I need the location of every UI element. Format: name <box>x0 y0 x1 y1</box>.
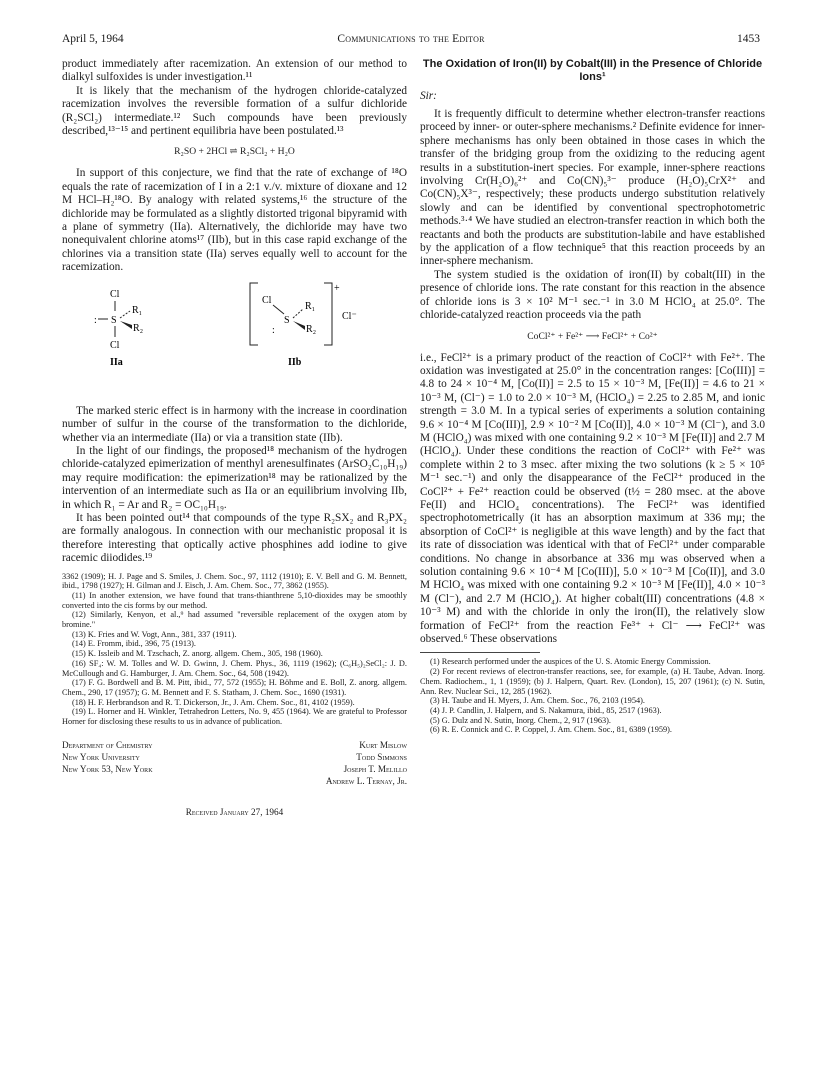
left-paragraph-6: It has been pointed out¹⁴ that compounds of the type R₂SX₂ and R₃PX₂ are formally analogous. In connection with our mechanistic proposal it is therefore interesting that optically active phosphines add iodine to give racemic diiodides.¹⁹ <box>62 511 407 565</box>
right-column <box>420 58 765 735</box>
left-paragraph-2: It is likely that the mechanism of the hydrogen chloride-catalyzed racemization involves the reversible formation of a sulfur dichloride (R₂SCl₂) intermediate.¹² Such compounds have been previously described,¹³⁻¹⁵ and pertinent equilibria have been postulated.¹³ <box>62 84 407 138</box>
affiliation-line: Department of Chemistry <box>62 739 153 750</box>
right-paragraph-2: The system studied is the oxidation of iron(II) by cobalt(III) in the presence of chloride ions. The rate constant for this reaction in the absence of chloride ions is 3 × 10² M⁻¹ sec.⁻¹ in 3.0 M HClO₄ at 25.0°. The chloride-catalyzed reaction proceeds via the path <box>420 268 765 322</box>
structure-figure <box>62 281 407 401</box>
iib-counterion: Cl⁻ <box>342 310 357 322</box>
equilibrium-equation: R₂SO + 2HCl ⇌ R₂SCl₂ + H₂O <box>174 146 295 158</box>
footnote: (5) G. Dulz and N. Sutin, Inorg. Chem., 2, 917 (1963). <box>430 715 611 725</box>
iia-r2: R₂ <box>133 322 144 334</box>
author-name: Todd Simmons <box>356 751 407 762</box>
affiliation <box>62 739 153 775</box>
header-journal: Communications to the Editor <box>337 33 485 45</box>
iib-r1: R₁ <box>305 300 316 312</box>
article-title: The Oxidation of Iron(II) by Cobalt(III) in the Presence of Chloride Ions¹ <box>422 58 763 83</box>
footnote: (17) F. G. Bordwell and B. M. Pitt, ibid., 77, 572 (1955); H. Böhme and E. Boll, Z. anorg. allgem. Chem., 290, 17 (1957); G. M. Bennett and F. S. Statham, J. Chem. Soc., 1690 (1931). <box>62 678 407 697</box>
iia-label: IIa <box>110 356 123 368</box>
footnote: (3) H. Taube and H. Myers, J. Am. Chem. Soc., 76, 2103 (1954). <box>430 696 645 706</box>
footnote: (6) R. E. Connick and C. P. Coppel, J. Am. Chem. Soc., 81, 6389 (1959). <box>430 725 672 735</box>
right-footnotes <box>420 657 765 735</box>
iia-bottom-cl: Cl <box>110 339 120 351</box>
right-paragraph-1: It is frequently difficult to determine whether electron-transfer reactions proceed by inner- or outer-sphere mechanisms.² Definite evidence for inner-sphere mechanisms has only been obtained in those cases in which the transfer of the bridging group from the oxidizing to the reducing agent results in a substitution-inert species. For example, inner-sphere reactions involving Cr(H₂O)₆²⁺ and Co(CN)₅³⁻ produce (H₂O)₅CrX²⁺ and Co(CN)₅X³⁻, respectively; these products undergo substitution relatively slowly and can be identified by conventional spectrophotometric methods.³·⁴ We have studied an electron-transfer reaction in which both the reactants and both the products are substitution-labile and have established by the application of a flow technique⁵ that this reaction proceeds by an inner-sphere mechanism. <box>420 108 765 268</box>
salutation: Sir: <box>420 90 437 102</box>
iia-sulfur: S <box>111 314 117 326</box>
affiliation-line: New York University <box>62 751 140 762</box>
iia-r1: R₁ <box>132 304 143 316</box>
iib-r2: R₂ <box>306 323 317 335</box>
iib-sulfur: S <box>284 314 290 326</box>
author-name: Joseph T. Melillo <box>343 763 407 774</box>
left-paragraph-4: The marked steric effect is in harmony with the increase in coordination number of sulfur in the course of the transformation to the dichloride, whether via an intermediate (IIa) or via a transition state (IIb). <box>62 404 407 444</box>
author-signature <box>62 739 407 803</box>
received-date: Received January 27, 1964 <box>185 806 284 817</box>
iia-top-cl: Cl <box>110 288 120 300</box>
footnote-divider <box>420 652 540 653</box>
affiliation-line: New York 53, New York <box>62 763 153 774</box>
left-column <box>62 58 407 817</box>
footnote: (15) K. Issleib and M. Tzschach, Z. anorg. allgem. Chem., 305, 198 (1960). <box>72 649 323 659</box>
footnote: (19) L. Horner and H. Winkler, Tetrahedron Letters, No. 9, 455 (1964). We are grateful to Professor Horner for disclosing these results to us in advance of publication. <box>62 707 407 727</box>
footnote: 3362 (1909); H. J. Page and S. Smiles, J. Chem. Soc., 97, 1112 (1910); E. V. Bell and G. M. Bennett, ibid., 1798 (1927); H. Gilman and J. Eisch, J. Am. Chem. Soc., 77, 3862 (1955). <box>62 571 407 591</box>
footnote: (1) Research performed under the auspices of the U. S. Atomic Energy Commission. <box>430 657 711 667</box>
left-paragraph-5: In the light of our findings, the proposed¹⁸ mechanism of the hydrogen chloride-catalyzed epimerization of menthyl arenesulfinates (ArSO₂C₁₀H₁₉) may require modification: the epimerization¹⁸ may be rationalized by the intervention of an intermediate such as IIa or an equilibrium involving IIb, in which R₁ = Ar and R₂ = OC₁₀H₁₉. <box>62 444 407 511</box>
left-footnotes <box>62 572 407 727</box>
footnote: (16) SF₄: W. M. Tolles and W. D. Gwinn, J. Chem. Phys., 36, 1119 (1962); (C₆H₅)₂SeCl₂: J. D. McCullough and G. Hamburger, J. Am. Chem. Soc., 64, 508 (1942). <box>62 658 407 678</box>
footnote: (14) E. Fromm, ibid., 396, 75 (1913). <box>72 639 196 649</box>
footnote: (18) H. F. Herbrandson and R. T. Dickerson, Jr., J. Am. Chem. Soc., 81, 4102 (1959). <box>72 697 355 707</box>
iia-lone-pair: : <box>94 314 97 326</box>
footnote: (12) Similarly, Kenyon, et al.,⁹ had assumed "reversible replacement of the oxygen atom by bromine." <box>62 610 407 630</box>
author-name: Andrew L. Ternay, Jr. <box>325 775 407 786</box>
left-paragraph-1: product immediately after racemization. An extension of our method to dialkyl sulfoxides is under investigation.¹¹ <box>62 58 407 84</box>
right-paragraph-3: i.e., FeCl²⁺ is a primary product of the reaction of CoCl²⁺ with Fe²⁺. The oxidation was investigated at 25.0° in the concentration ranges: [Co(III)] = 4.8 to 24 × 10⁻⁴ M, [Co(II)] = 2.5 to 15 × 10⁻³ M, [Fe(II)] = 4.6 to 21 × 10⁻³ M, (Cl⁻) = 1.0 to 2.0 × 10⁻³ M, (HClO₄) = 2.25 to 2.85 M, and ionic strength = 3.0 M. In a typical series of experiments a solution containing 9.6 × 10⁻⁴ M [Co(III)], 2.9 × 10⁻² M [Co(II)], 4.0 × 10⁻³ M (Cl⁻), and 3.0 M (HClO₄) was mixed with one containing 9.2 × 10⁻³ M [Fe(II)] and 2.7 M (HClO₄). Under these conditions the reaction of CoCl²⁺ with Fe²⁺ was complete within 2 to 3 msec. after mixing the two solutions (k ≥ 5 × 10⁵ M⁻¹ sec.⁻¹) and only the disappearance of the FeCl²⁺ produced in the CoCl²⁺ + Fe²⁺ reaction could be observed (t½ = 280 msec. at the above Fe(II) and HClO₄ concentrations). The FeCl²⁺ was identified spectrophotometrically (it has an absorption maximum at 336 mμ; the absorption of CoCl²⁺ is negligible at this wave length) and by the fact that its rate of dissociation was identical with that of FeCl²⁺ under comparable conditions. No change in absorbance at 336 mμ was observed when a solution containing 9.6 × 10⁻⁴ M [Co(III)], 5.0 × 10⁻³ M [Co(II)], and 3.0 M HClO₄ was mixed with one containing 9.2 × 10⁻³ M [Fe(II)], 4.0 × 10⁻³ M (Cl⁻), and 2.7 M (HClO₄). At higher cobalt(III) concentrations (4.8 × 10⁻³ M) and with the chloride in only the iron(II), the relatively slow formation of FeCl²⁺ from the reaction Fe³⁺ + Cl⁻ ⟶ FeCl²⁺ was observed.⁶ These observations <box>420 351 765 646</box>
footnote: (11) In another extension, we have found that trans-thianthrene 5,10-dioxides may be smoothly converted into the cis forms by our method. <box>62 590 407 610</box>
footnote: (13) K. Fries and W. Vogt, Ann., 381, 337 (1911). <box>72 629 237 639</box>
author-name: Kurt Mislow <box>359 739 407 750</box>
header-date: April 5, 1964 <box>62 33 124 45</box>
iib-cl: Cl <box>262 294 272 306</box>
structure-drawing <box>62 281 407 401</box>
reaction-equation: CoCl²⁺ + Fe²⁺ ⟶ FeCl²⁺ + Co²⁺ <box>527 330 658 342</box>
page-number: 1453 <box>737 33 760 45</box>
iib-lone-pair: : <box>272 324 275 336</box>
footnote: (4) J. P. Candlin, J. Halpern, and S. Nakamura, ibid., 85, 2517 (1963). <box>430 705 662 715</box>
iib-charge: + <box>334 282 340 294</box>
running-header <box>62 33 760 49</box>
footnote: (2) For recent reviews of electron-transfer reactions, see, for example, (a) H. Taube, Advan. Inorg. Chem. Radiochem., 1, 1 (1959); (b) J. Halpern, Quart. Rev. (London), 15, 207 (1961); (c) N. Sutin, Ann. Rev. Nuclear Sci., 12, 285 (1962). <box>420 667 765 696</box>
author-list <box>326 739 407 787</box>
left-paragraph-3: In support of this conjecture, we find that the rate of exchange of ¹⁸O equals the rate of racemization of I in a 2:1 v./v. mixture of dioxane and 12 M HCl–H₂¹⁸O. By analogy with related systems,¹⁶ the structure of the dichloride may be formulated as a slightly distorted trigonal bipyramid with a plane of symmetry (IIa). Alternatively, the dichloride may have two nonequivalent chlorine atoms¹⁷ (IIb), but in this case rapid exchange of the chlorines via a transition state (IIa) serves equally well to account for the racemization. <box>62 167 407 274</box>
iib-label: IIb <box>288 356 302 368</box>
